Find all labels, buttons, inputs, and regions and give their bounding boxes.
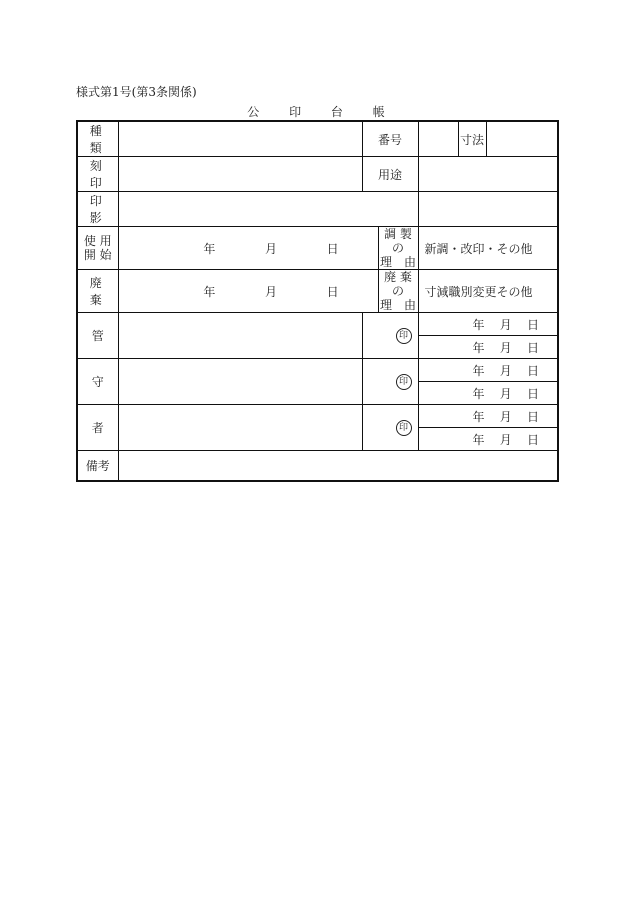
reason-discard-value: 寸減職別変更その他	[418, 270, 558, 313]
seal-cell-3	[362, 405, 418, 451]
custodian-date[interactable]: 年 月 日	[418, 405, 558, 428]
custodian-name-2[interactable]	[118, 359, 362, 405]
remarks-label: 備考	[77, 451, 118, 481]
custodian-name-1[interactable]	[118, 313, 362, 359]
form-title	[76, 103, 556, 120]
size-field[interactable]	[486, 121, 558, 157]
reason-make-value: 新調・改印・その他	[418, 227, 558, 270]
custodian-label-1: 管	[77, 313, 118, 359]
impression-label: 印 影	[77, 192, 118, 227]
title-char: 台	[330, 105, 343, 119]
reason-discard-label: 廃 棄 の 理 由	[380, 270, 417, 312]
custodian-name-3[interactable]	[118, 405, 362, 451]
discard-date[interactable]: 年 月 日	[118, 270, 378, 313]
number-label: 番号	[362, 121, 418, 157]
title-char: 帳	[372, 105, 385, 119]
seal-cell-2	[362, 359, 418, 405]
number-field[interactable]	[418, 121, 458, 157]
custodian-date[interactable]: 年 月 日	[418, 428, 558, 451]
engraving-field[interactable]	[118, 157, 362, 192]
remarks-field[interactable]	[118, 451, 558, 481]
start-label: 使 用 開 始	[77, 227, 118, 270]
custodian-label-2: 守	[77, 359, 118, 405]
custodian-label-3: 者	[77, 405, 118, 451]
title-char: 印	[289, 105, 302, 119]
custodian-date[interactable]: 年 月 日	[418, 313, 558, 336]
start-date[interactable]: 年 月 日	[118, 227, 378, 270]
size-label: 寸法	[458, 121, 486, 157]
type-field[interactable]	[118, 121, 362, 157]
title-char: 公	[247, 105, 260, 119]
engraving-label: 刻 印	[77, 157, 118, 192]
seal-icon: 印	[396, 420, 412, 436]
form-caption: 様式第1号(第3条関係)	[76, 85, 197, 99]
discard-label: 廃 棄	[77, 270, 118, 313]
impression-extra	[418, 192, 558, 227]
custodian-date[interactable]: 年 月 日	[418, 359, 558, 382]
use-label: 用途	[362, 157, 418, 192]
impression-field[interactable]	[118, 192, 418, 227]
seal-icon: 印	[396, 374, 412, 390]
type-label: 種 類	[77, 121, 118, 157]
reason-make-label: 調 製 の 理 由	[380, 227, 417, 269]
seal-ledger-table	[76, 120, 559, 482]
seal-cell-1	[362, 313, 418, 359]
custodian-date[interactable]: 年 月 日	[418, 382, 558, 405]
use-field[interactable]	[418, 157, 558, 192]
custodian-date[interactable]: 年 月 日	[418, 336, 558, 359]
seal-icon: 印	[396, 328, 412, 344]
